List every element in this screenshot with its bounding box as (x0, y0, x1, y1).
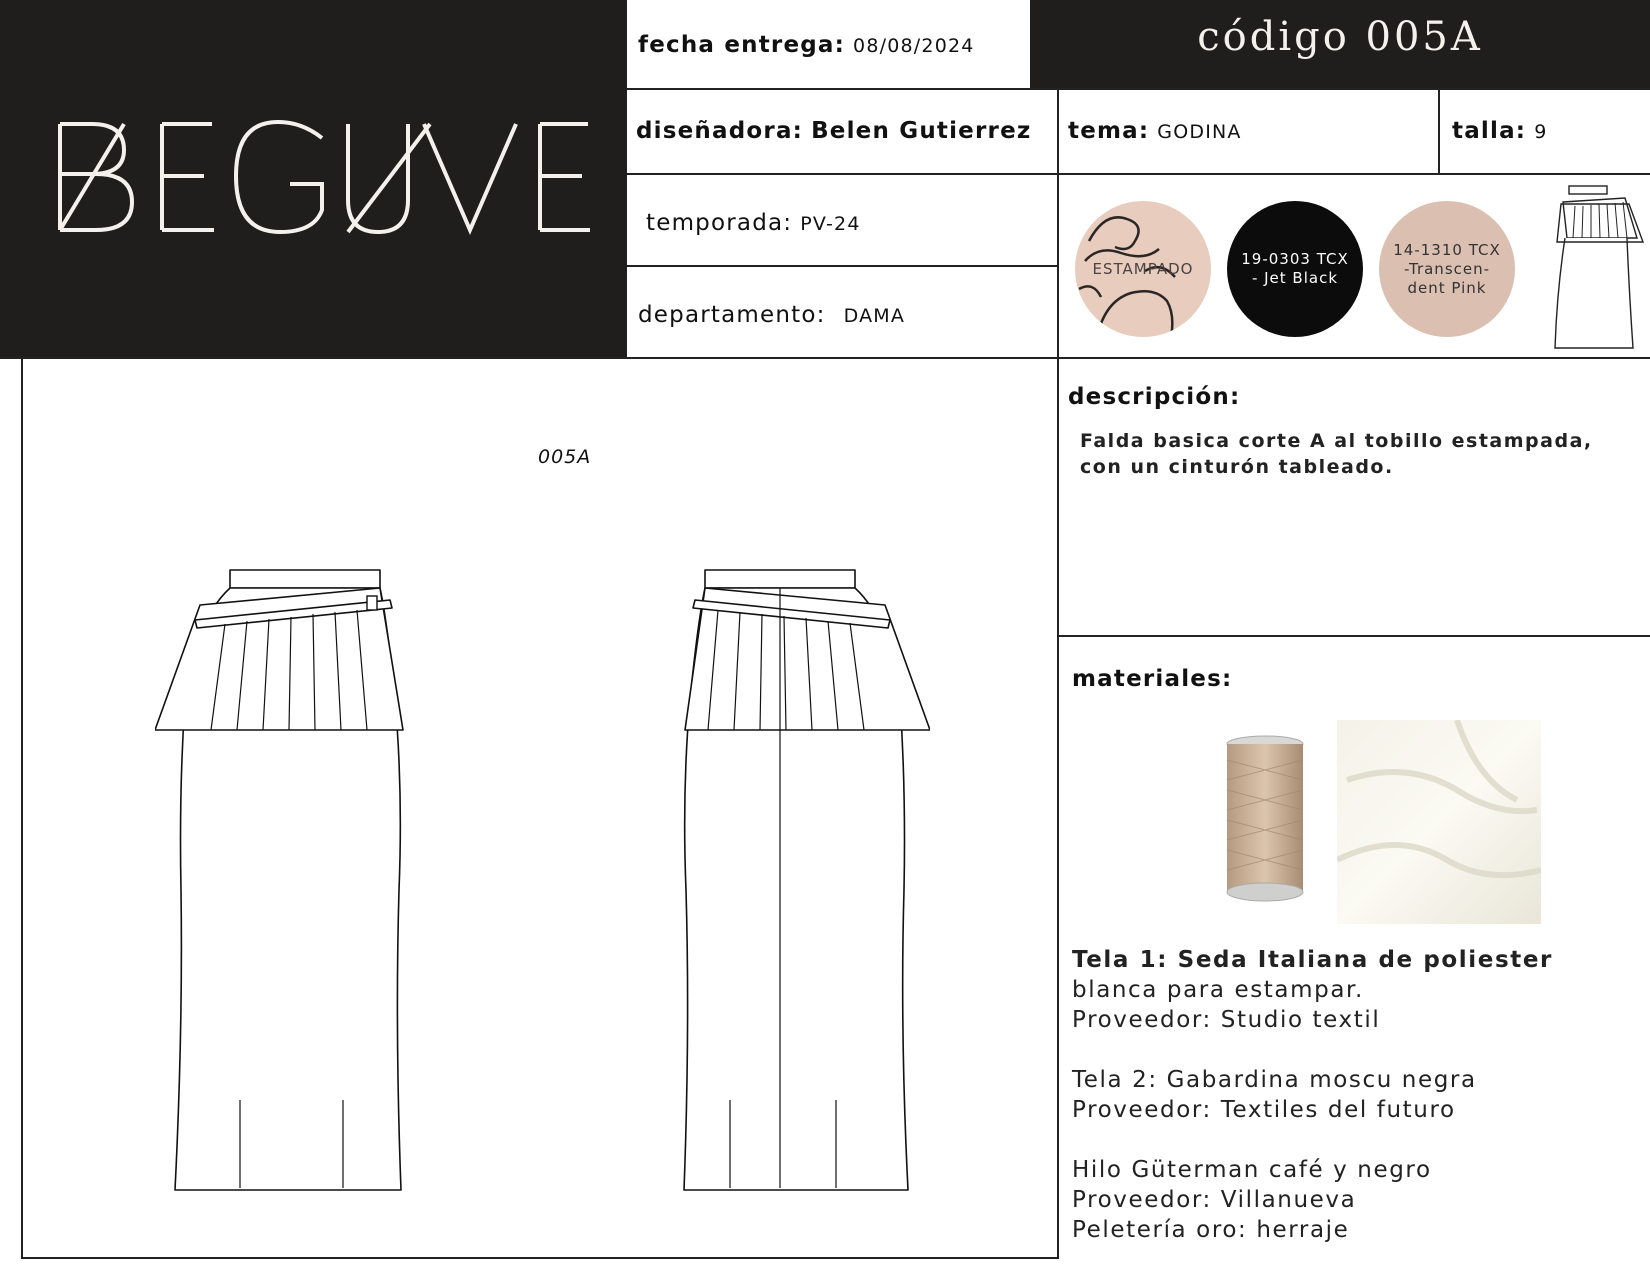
swatch-transcendent-pink (1379, 201, 1515, 337)
size: talla: 9 (1452, 118, 1548, 144)
divider (1438, 88, 1440, 174)
brand-logo (52, 118, 592, 238)
material-line: Tela 1: Seda Italiana de poliester (1072, 947, 1554, 973)
department: departamento: DAMA (638, 302, 906, 328)
material-line: Proveedor: Studio textil (1072, 1007, 1381, 1033)
description-line: con un cinturón tableado. (1080, 456, 1394, 478)
sketch-label: 005A (538, 446, 592, 468)
materials-list (1072, 945, 1632, 1245)
material-line: Proveedor: Villanueva (1072, 1187, 1357, 1213)
material-line: Hilo Güterman café y negro (1072, 1157, 1432, 1183)
material-line: Peletería oro: herraje (1072, 1217, 1350, 1243)
swatch-jet-black (1227, 201, 1363, 337)
divider (1059, 635, 1650, 637)
material-line: Proveedor: Textiles del futuro (1072, 1097, 1456, 1123)
swatch-label: dent Pink (1407, 278, 1487, 297)
swatch-label: 19-0303 TCX (1241, 250, 1349, 268)
divider (627, 265, 1057, 267)
theme: tema: GODINA (1068, 118, 1242, 144)
material-line: Tela 2: Gabardina moscu negra (1072, 1067, 1477, 1093)
sketch-frame (21, 1257, 1059, 1259)
thread-spool-image (1205, 730, 1325, 910)
sketch-frame (21, 358, 23, 1258)
swatch-label: 14-1310 TCX (1393, 240, 1501, 259)
skirt-back-sketch (650, 560, 930, 1200)
fabric-swatch-image (1337, 720, 1541, 924)
swatch-print (1075, 201, 1211, 337)
divider (1057, 88, 1059, 1258)
materials-heading: materiales: (1072, 666, 1233, 692)
swatch-label: - Jet Black (1251, 269, 1339, 287)
product-code: código 005A (1197, 14, 1483, 60)
swatch-label: -Transcen- (1403, 259, 1491, 278)
divider (627, 88, 1650, 90)
material-line: blanca para estampar. (1072, 977, 1364, 1003)
delivery-date: fecha entrega: 08/08/2024 (638, 32, 975, 58)
skirt-thumbnail (1545, 180, 1645, 352)
designer: diseñadora: Belen Gutierrez (636, 118, 1032, 144)
description-text (1080, 428, 1600, 480)
divider (627, 173, 1650, 175)
divider (0, 357, 1650, 359)
swatch-label: ESTAMPADO (1092, 259, 1194, 278)
description-heading: descripción: (1068, 384, 1241, 410)
description-line: Falda basica corte A al tobillo estampada, (1080, 430, 1593, 452)
season: temporada: PV-24 (646, 210, 861, 236)
skirt-front-sketch (155, 560, 435, 1200)
